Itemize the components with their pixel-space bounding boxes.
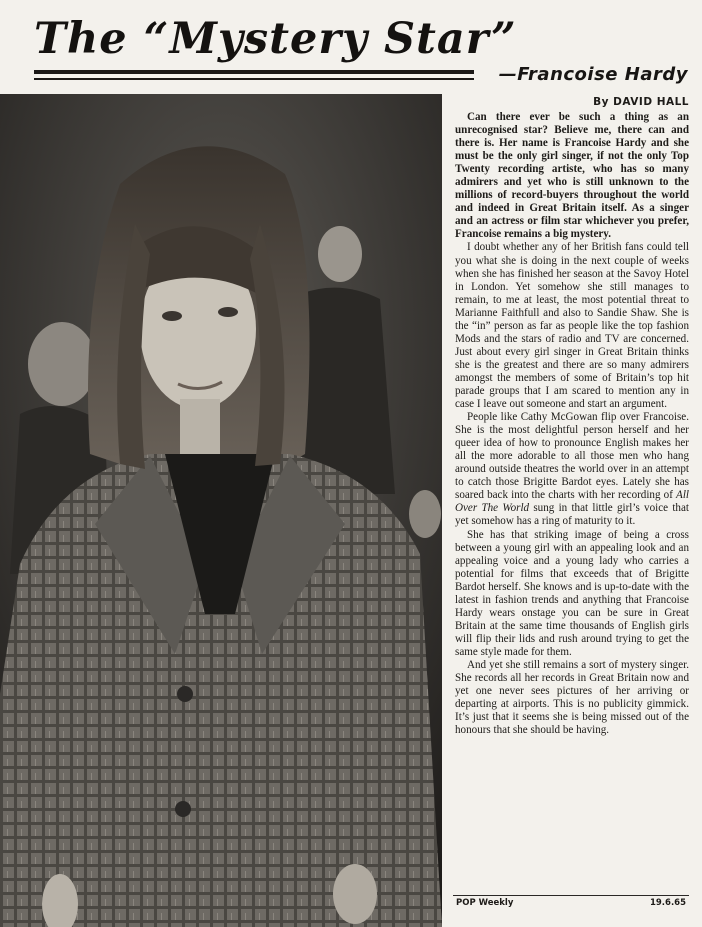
headline: The “Mystery Star” xyxy=(34,14,517,64)
body-paragraph: And yet she still remains a sort of mystery singer. She records all her records in Great Britain now and yet one never sees pictures of her arriving or departing at airports. This is no publicity gimmick. It’s just that it seems she is being missed out of the honours that she should be having. xyxy=(455,658,689,737)
body-paragraph: I doubt whether any of her British fans could tell you what she is doing in the next couple of weeks when she has finished her season at the Savoy Hotel in London. Yet somehow she still manages to remain, to me at least, the most potential threat to Marianne Faithfull and also to Sandie Shaw. She is the “in” person as far as people like the top fashion Mods and the stars of radio and TV are concerned. Just about every girl singer in Great Britain thinks she is the greatest and there are so many admirers amongst the members of some of Britain’s top hit parade groups that I am scared to mention any in case I leave out someone and start an argument. xyxy=(455,241,689,411)
byline: By DAVID HALL xyxy=(593,96,689,108)
song-title: All Over The World xyxy=(455,489,689,515)
portrait-photo xyxy=(0,94,442,927)
subtitle: —Francoise Hardy xyxy=(498,64,688,85)
body-paragraph: She has that striking image of being a cross between a young girl with an appealing look and an appealing voice and a young lady who carries a potential for films that exceeds that of Brigitte Bardot herself. She knows and is up-to-date with the latest in fashion trends and anything that Francoise Hardy wears onstage you can be sure in Great Britain at the same time thousands of English girls will flip their lids and rush around trying to get the same style made for them. xyxy=(455,528,689,658)
footer xyxy=(456,898,686,908)
article-column xyxy=(455,95,689,737)
headline-rule-thick xyxy=(34,70,474,74)
lead-paragraph: Can there ever be such a thing as an unrecognised star? Believe me, there can and there is. Her name is Francoise Hardy and she must be the only girl singer, if not the only Top Twenty recording artiste, who has so many admirers and yet who is still unknown to the millions of record-buyers throughout the world and indeed in Great Britain itself. As a singer and an actress or film star whichever you prefer, Francoise remains a big mystery. xyxy=(455,111,689,241)
paragraph-text: sung in that little girl’s voice that yet somehow has a ring of maturity to it. xyxy=(455,502,689,528)
body-paragraph xyxy=(455,411,689,528)
headline-rule-thin xyxy=(34,78,474,80)
paragraph-text: People like Cathy McGowan flip over Francoise. She is the most delightful person herself and her queer idea of how to pronounce English makes her all the more adorable to all those men who hang around outside theatres the world over in an attempt to catch those Brigitte Bardot eyes. Lately she has soared back into the charts with her recording of xyxy=(455,411,689,502)
magazine-name: POP Weekly xyxy=(456,898,514,908)
issue-date: 19.6.65 xyxy=(649,898,686,908)
footer-rule xyxy=(453,895,689,896)
